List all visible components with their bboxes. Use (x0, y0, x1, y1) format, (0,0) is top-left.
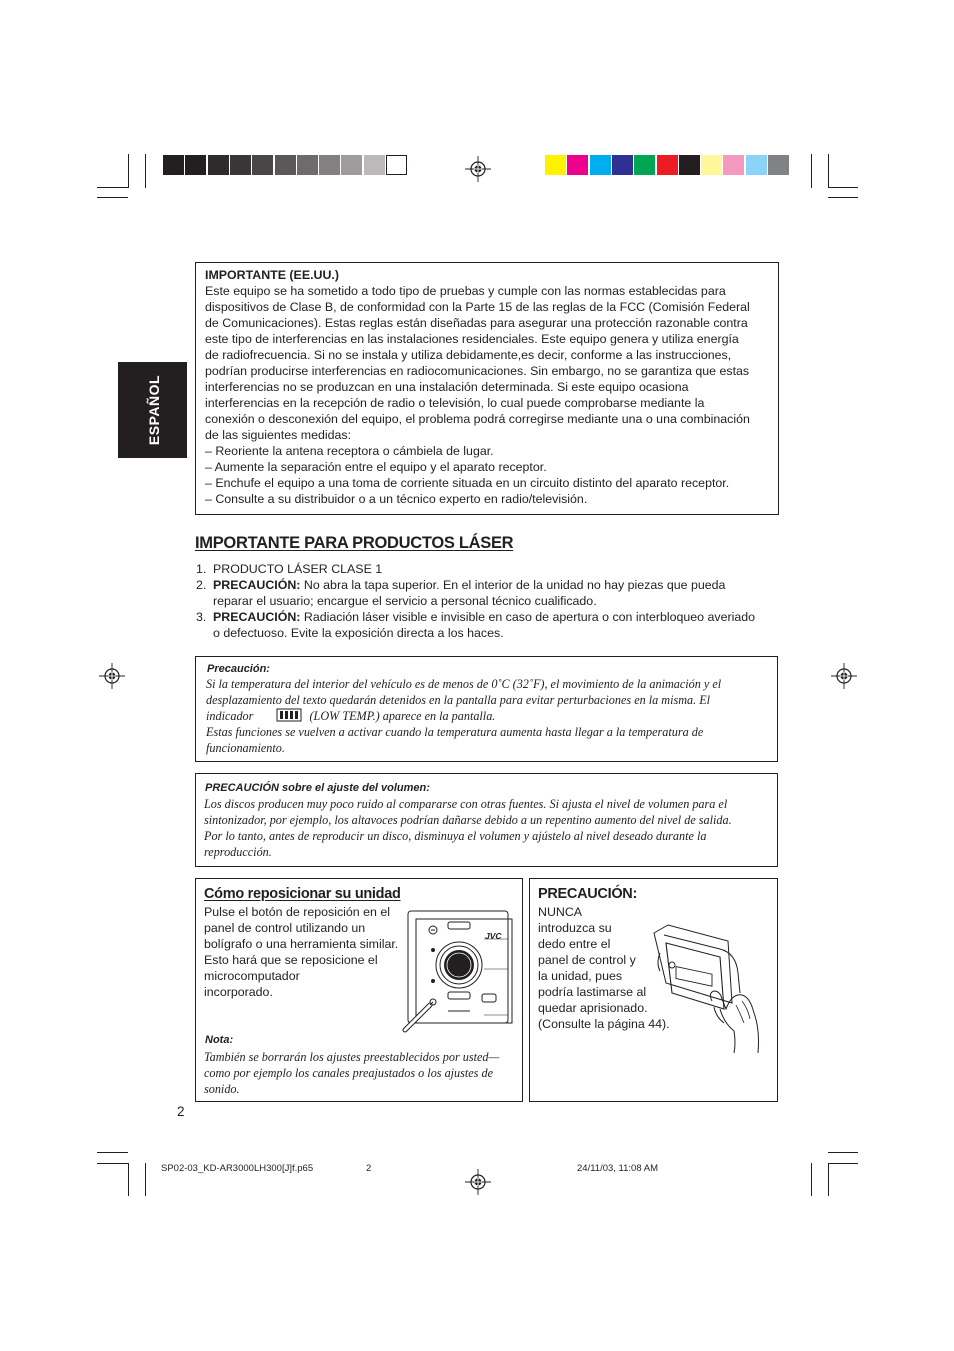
note-title: Nota: (205, 1034, 234, 1046)
crop-mark (811, 1163, 812, 1196)
fcc-line: interferencias no se produzcan en una instalación determinada. Si este equipo ocasiona (205, 380, 689, 394)
item-label: PRECAUCIÓN: (213, 578, 301, 592)
crop-mark (97, 187, 128, 188)
footer-filename: SP02-03_KD-AR3000LH300[J]f.p65 (161, 1163, 314, 1174)
finger-line: la unidad, pues (538, 969, 623, 983)
finger-line: podría lastimarse al (538, 985, 647, 999)
reset-body (204, 904, 398, 1000)
list-item: – Enchufe el equipo a una toma de corriente situada en un circuito distinto del aparato receptor. (205, 476, 730, 490)
crop-mark (811, 154, 812, 188)
item-text-cont: o defectuoso. Evite la exposición directa a los haces. (213, 626, 504, 640)
note-body (204, 1049, 499, 1097)
caution-line: Los discos producen muy poco ruido al compararse con otras fuentes. Si ajusta el nivel de volumen para el (204, 797, 728, 811)
crop-mark (145, 1163, 146, 1196)
fcc-line: conexión o desconexión del equipo, el problema podrá corregirse mediante una o una combinación (205, 412, 750, 426)
caution-text: indicador (206, 709, 254, 723)
finger-line: dedo entre el (538, 937, 611, 951)
color-swatch (386, 155, 407, 175)
language-tab (118, 362, 187, 458)
color-swatch (297, 155, 318, 175)
crop-mark (128, 154, 129, 188)
finger-line: introduzca su (538, 921, 612, 935)
registration-mark-icon (465, 156, 491, 182)
fcc-body (205, 283, 769, 443)
low-temp-indicator-icon (276, 708, 302, 722)
crop-mark (828, 187, 858, 188)
caution-line: desplazamiento del texto quedarán detenidos en la pantalla para evitar perturbaciones en la misma. El (206, 693, 711, 707)
item-text: PRODUCTO LÁSER CLASE 1 (213, 562, 383, 576)
reset-box (195, 878, 523, 1102)
color-swatch (567, 155, 588, 175)
laser-heading: IMPORTANTE PARA PRODUCTOS LÁSER (195, 534, 514, 552)
reset-line: Esto hará que se reposicione el (204, 953, 378, 967)
footer-timestamp: 24/11/03, 11:08 AM (577, 1163, 658, 1174)
color-swatch (364, 155, 385, 175)
list-item (196, 561, 786, 577)
caution-text: (LOW TEMP.) aparece en la pantalla. (309, 709, 496, 723)
fcc-notice-box (195, 262, 779, 515)
footer-page: 2 (366, 1163, 372, 1174)
item-number: 2. (196, 578, 207, 592)
fcc-line: de radiofrecuencia. Si no se instala y utiliza debidamente,es decir, conforme a las instrucciones, (205, 348, 732, 362)
crop-mark (128, 1163, 129, 1196)
color-swatch (746, 155, 767, 175)
registration-mark-icon (99, 663, 125, 689)
note-line: También se borrarán los ajustes preestablecidos por usted— (204, 1050, 500, 1064)
crop-mark (828, 154, 829, 188)
color-swatch (545, 155, 566, 175)
caution-line (206, 708, 767, 724)
fcc-line: de Comunicaciones). Estas reglas están diseñadas para asegurar una protección razonable contra (205, 316, 748, 330)
reset-line: bolígrafo o una herramienta similar. (204, 937, 399, 951)
color-swatch (657, 155, 678, 175)
list-item: – Aumente la separación entre el equipo y el aparato receptor. (205, 460, 547, 474)
finger-caution-heading: PRECAUCIÓN: (538, 886, 638, 902)
caution-title: PRECAUCIÓN sobre el ajuste del volumen: (205, 782, 430, 794)
fcc-line: este tipo de interferencias en las instalaciones residenciales. Este equipo genera y utiliza energía (205, 332, 739, 346)
fcc-line: interferencias en la recepción de radio o televisión, lo cual puede comprobarse mediante la (205, 396, 705, 410)
registration-mark-icon (465, 1169, 491, 1195)
crop-mark (97, 1152, 128, 1153)
caution-line: funcionamiento. (206, 741, 285, 755)
item-text: No abra la tapa superior. En el interior de la unidad no hay piezas que pueda (300, 578, 726, 592)
finger-line: NUNCA (538, 905, 583, 919)
color-swatch (723, 155, 744, 175)
list-item (196, 609, 786, 641)
caution-line: sintonizador, por ejemplo, los altavoces podrían dañarse debido a un repentino aumento del nivel de salida. (204, 813, 732, 827)
note-line: sonido. (204, 1082, 240, 1096)
item-number: 3. (196, 610, 207, 624)
color-swatch (319, 155, 340, 175)
reset-line: incorporado. (204, 985, 273, 999)
hand-panel-illustration (650, 913, 775, 1055)
caution-line: Estas funciones se vuelven a activar cuando la temperatura aumenta hasta llegar a la temperatura de (206, 725, 704, 739)
finger-line: quedar aprisionado. (538, 1001, 648, 1015)
item-text-cont: reparar el usuario; encargue el servicio a personal técnico cualificado. (213, 594, 597, 608)
reset-line: Pulse el botón de reposición en el (204, 905, 390, 919)
fcc-line: de las siguientes medidas: (205, 428, 352, 442)
fcc-measures-list (205, 443, 769, 507)
language-tab-label: ESPAÑOL (146, 374, 162, 446)
item-text: Radiación láser visible e invisible en caso de apertura o con interbloqueo averiado (300, 610, 756, 624)
color-swatch (634, 155, 655, 175)
list-item (196, 577, 786, 609)
list-item: – Reoriente la antena receptora o cámbiela de lugar. (205, 444, 494, 458)
caution-line: Por lo tanto, antes de reproducir un disco, disminuya el volumen y ajústelo al nivel deseado durante la (204, 829, 707, 843)
reset-line: microcomputador (204, 969, 300, 983)
color-swatch (701, 155, 722, 175)
color-swatch (252, 155, 273, 175)
fcc-title: IMPORTANTE (EE.UU.) (205, 268, 339, 282)
caution-line: Si la temperatura del interior del vehículo es de menos de 0˚C (32˚F), el movimiento de la animación y el (206, 677, 722, 691)
crop-mark (828, 197, 858, 198)
item-number: 1. (196, 562, 207, 576)
reset-heading: Cómo reposicionar su unidad (204, 886, 401, 902)
crop-mark (97, 197, 128, 198)
fcc-line: Este equipo se ha sometido a todo tipo de pruebas y cumple con las normas establecidas para (205, 284, 726, 298)
item-label: PRECAUCIÓN: (213, 610, 301, 624)
finger-line: (Consulte la página 44). (538, 1017, 670, 1031)
color-swatch (185, 155, 206, 175)
color-swatch (768, 155, 789, 175)
color-swatch (612, 155, 633, 175)
laser-list (196, 561, 786, 641)
note-line: como por ejemplo los canales preajustados o los ajustes de (204, 1066, 493, 1080)
list-item: – Consulte a su distribuidor o a un técnico experto en radio/televisión. (205, 492, 588, 506)
page-number: 2 (177, 1104, 185, 1119)
color-swatch (275, 155, 296, 175)
finger-caution-box (529, 878, 778, 1102)
brand-logo: JVC (485, 931, 502, 941)
reset-line: panel de control utilizando un (204, 921, 366, 935)
crop-mark (828, 1163, 829, 1196)
color-swatch (163, 155, 184, 175)
color-swatch (590, 155, 611, 175)
crop-mark (145, 154, 146, 188)
fcc-line: podrían producirse interferencias en radiocomunicaciones. Sin embargo, no se garantiza que estas (205, 364, 750, 378)
finger-line: panel de control y (538, 953, 636, 967)
volume-caution-box (195, 773, 778, 867)
crop-mark (828, 1163, 858, 1164)
fcc-line: dispositivos de Clase B, de conformidad con la Parte 15 de las reglas de la FCC (Comisión Federal (205, 300, 750, 314)
caution-title: Precaución: (207, 663, 270, 675)
caution-line: reproducción. (204, 845, 272, 859)
crop-mark (828, 1152, 858, 1153)
control-panel-illustration (402, 909, 517, 1034)
color-swatch (341, 155, 362, 175)
color-swatch (230, 155, 251, 175)
color-swatch (208, 155, 229, 175)
registration-mark-icon (831, 663, 857, 689)
temperature-caution-box (195, 656, 778, 762)
color-swatch (679, 155, 700, 175)
crop-mark (97, 1163, 128, 1164)
